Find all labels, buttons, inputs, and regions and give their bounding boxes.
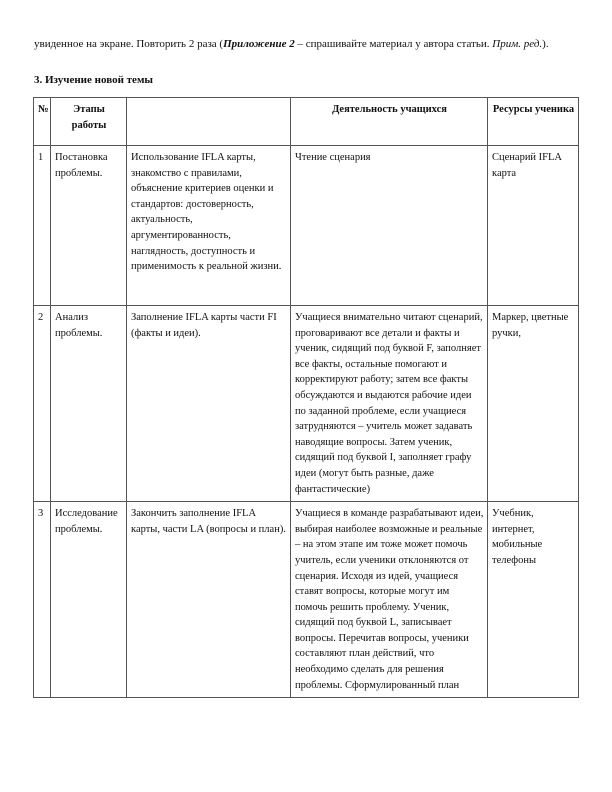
header-teacher [127, 98, 291, 146]
intro-text-end: ). [542, 38, 549, 50]
lesson-plan-table [33, 97, 579, 698]
table-row [34, 146, 579, 306]
row-number: 2 [34, 306, 51, 502]
appendix-reference: Приложение 2 [223, 38, 295, 50]
table-header-row [34, 98, 579, 146]
row-number: 1 [34, 146, 51, 306]
header-resources: Ресурсы ученика [488, 98, 579, 146]
editor-note: Прим. ред. [492, 38, 543, 50]
resources-cell: Учебник, интернет, мобильные телефоны [488, 502, 579, 698]
stage-cell: Постановка проблемы. [51, 146, 127, 306]
header-num: № [34, 98, 51, 146]
student-activity-cell: Чтение сценария [291, 146, 488, 306]
student-activity-cell: Учащиеся в команде разрабатывают идеи, выбирая наиболее возможные и реальные – на этом этапе им тоже может помочь учитель, если ученики отклоняются от сценария. Исходя из идей, учащиеся ставят вопросы, которые могут им помочь решить проблему. Ученик, сидящий под буквой L, записывает вопросы. Перечитав вопросы, ученики составляют план действий, что необходимо сделать для решения проблемы. Сформулированный план [291, 502, 488, 698]
header-stages: Этапы работы [51, 98, 127, 146]
intro-text: увиденное на экране. Повторить 2 раза ( [34, 38, 224, 50]
teacher-activity-cell: Использование IFLA карты, знакомство с правилами, объяснение критериев оценки и стандартов: достоверность, актуальность, аргументированность, наглядность, доступность и применимость к реальной жизни. [127, 146, 291, 306]
stage-cell: Анализ проблемы. [51, 306, 127, 502]
section-title: 3. Изучение новой темы [34, 74, 154, 86]
table-row [34, 306, 579, 502]
intro-paragraph [34, 36, 579, 53]
table-row [34, 502, 579, 698]
header-students: Деятельность учащихся [291, 98, 488, 146]
row-number: 3 [34, 502, 51, 698]
intro-text-mid: – спрашивайте материал у автора статьи. [294, 38, 493, 50]
resources-cell: Маркер, цветные ручки, [488, 306, 579, 502]
teacher-activity-cell: Закончить заполнение IFLA карты, части LA (вопросы и план). [127, 502, 291, 698]
student-activity-cell: Учащиеся внимательно читают сценарий, проговаривают все детали и факты и ученик, сидящий под буквой F, заполняет все факты, остальные помогают и корректируют работу; затем все факты обсуждаются и выдаются рабочие идеи по заданной проблеме, если учащиеся затрудняются – учитель может задавать наводящие вопросы. Затем ученик, сидящий под буквой I, заполняет графу идеи (могут быть разные, даже фантастические) [291, 306, 488, 502]
teacher-activity-cell: Заполнение IFLA карты части FI (факты и идеи). [127, 306, 291, 502]
resources-cell: Сценарий IFLA карта [488, 146, 579, 306]
stage-cell: Исследование проблемы. [51, 502, 127, 698]
